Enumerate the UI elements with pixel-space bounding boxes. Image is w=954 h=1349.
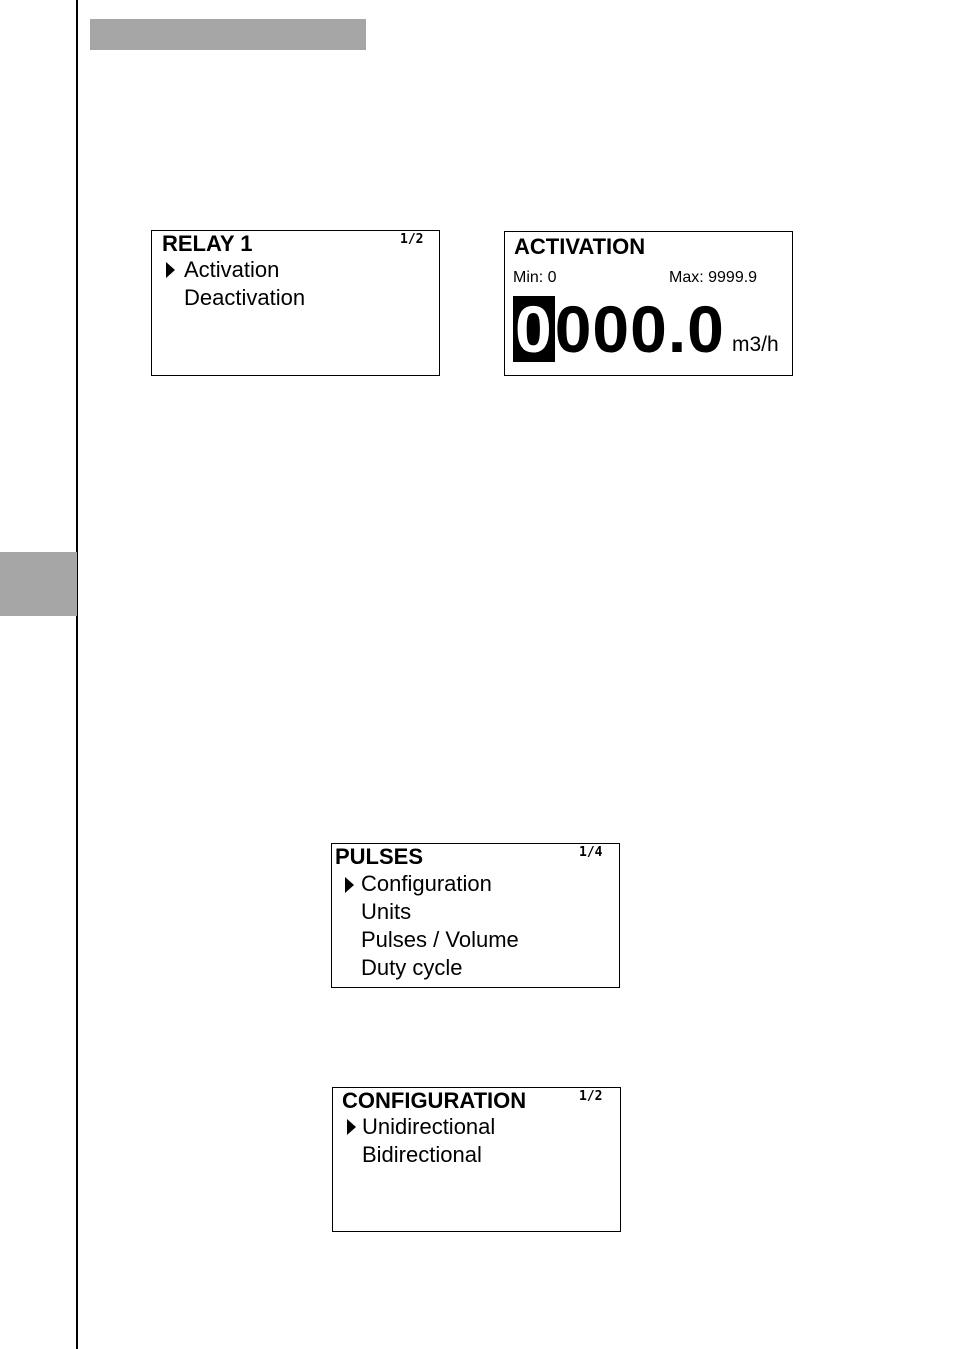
activation-value-screen <box>504 231 793 376</box>
configuration-menu-screen <box>332 1087 621 1232</box>
page-indicator: 1/2 <box>400 232 424 247</box>
menu-item-activation[interactable]: Activation <box>184 257 280 282</box>
min-label: Min: 0 <box>513 269 557 286</box>
unit-label: m3/h <box>732 333 779 356</box>
max-label: Max: 9999.9 <box>669 269 758 286</box>
menu-cursor-icon <box>166 262 175 278</box>
screen-title: ACTIVATION <box>514 234 646 259</box>
chapter-side-tab <box>0 552 77 616</box>
page-margin-rule <box>76 0 78 1349</box>
screen-title: RELAY 1 <box>162 231 253 256</box>
menu-cursor-icon <box>345 877 354 893</box>
relay-menu-screen <box>151 230 440 376</box>
menu-cursor-icon <box>347 1119 356 1135</box>
screen-title: PULSES <box>335 844 424 869</box>
value-remaining-digits: 000.0 <box>554 292 725 366</box>
screen-title: CONFIGURATION <box>342 1088 527 1113</box>
page-indicator: 1/4 <box>579 845 603 860</box>
menu-item-pulses-volume[interactable]: Pulses / Volume <box>361 927 519 952</box>
menu-item-bidirectional[interactable]: Bidirectional <box>362 1142 482 1167</box>
menu-item-units[interactable]: Units <box>361 899 412 924</box>
menu-item-unidirectional[interactable]: Unidirectional <box>362 1114 496 1139</box>
menu-item-deactivation[interactable]: Deactivation <box>184 285 306 310</box>
page-indicator: 1/2 <box>579 1089 603 1104</box>
value-display[interactable] <box>513 292 725 366</box>
pulses-menu-screen <box>331 843 620 988</box>
section-header-bar <box>90 19 366 50</box>
selected-digit[interactable]: 0 <box>515 292 553 366</box>
menu-item-configuration[interactable]: Configuration <box>361 871 492 896</box>
menu-item-duty-cycle[interactable]: Duty cycle <box>361 955 463 980</box>
